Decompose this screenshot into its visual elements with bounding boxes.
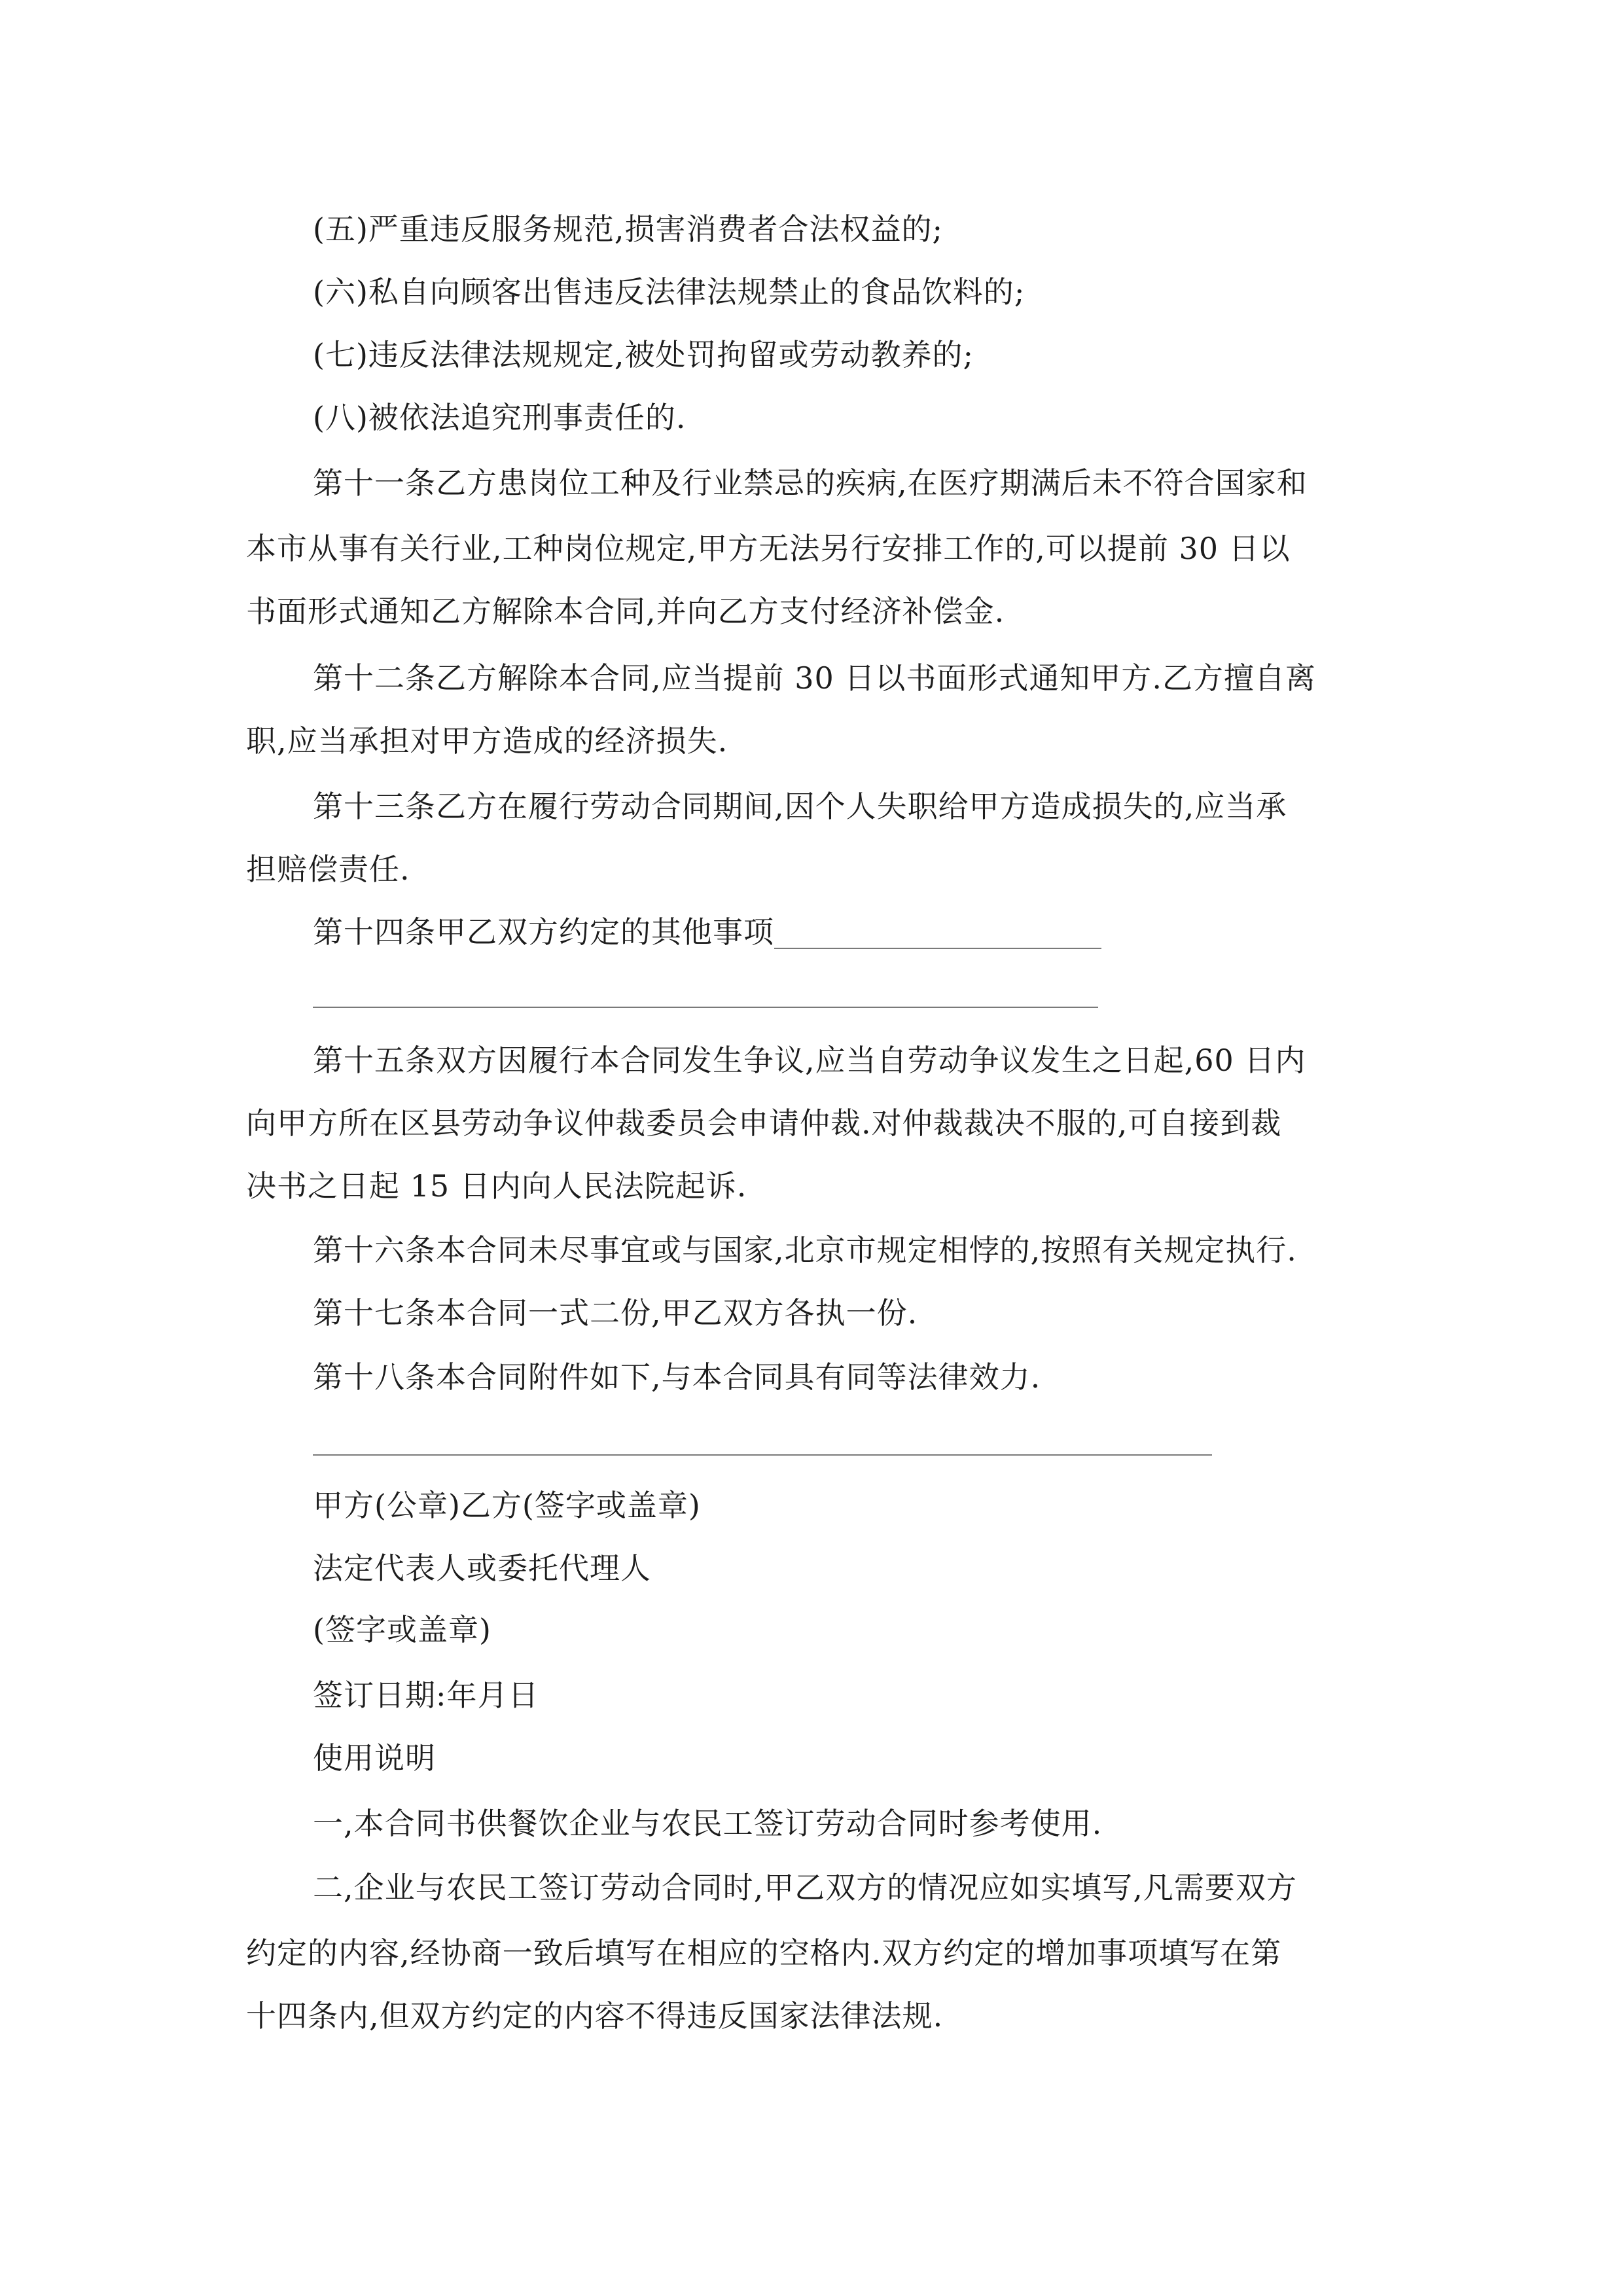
blank-line [313,1007,1098,1008]
blank-line [774,948,1101,949]
signature-parties: 甲方(公章)乙方(签字或盖章) [313,1488,701,1523]
article-11-line-3: 书面形式通知乙方解除本合同,并向乙方支付经济补偿金. [246,594,1005,629]
attachment-line [313,1454,1212,1456]
item-8: (八)被依法追究刑事责任的. [313,400,687,435]
article-14-text: 第十四条甲乙双方约定的其他事项 [313,914,774,950]
article-12-line-2: 职,应当承担对甲方造成的经济损失. [246,723,728,759]
article-15-line-1: 第十五条双方因履行本合同发生争议,应当自劳动争议发生之日起,60 日内 [313,1043,1306,1078]
article-11-line-2: 本市从事有关行业,工种岗位规定,甲方无法另行安排工作的,可以提前 30 日以 [246,531,1291,566]
signature-representative: 法定代表人或委托代理人 [313,1551,651,1586]
article-13-line-1: 第十三条乙方在履行劳动合同期间,因个人失职给甲方造成损失的,应当承 [313,789,1287,824]
item-6: (六)私自向顾客出售违反法律法规禁止的食品饮料的; [313,274,1026,310]
instructions-paragraph-1: 一,本合同书供餐饮企业与农民工签订劳动合同时参考使用. [313,1806,1103,1841]
article-17: 第十七条本合同一式二份,甲乙双方各执一份. [313,1295,918,1331]
article-14-line-1 [313,914,1101,950]
article-11-line-1: 第十一条乙方患岗位工种及行业禁忌的疾病,在医疗期满后未不符合国家和 [313,465,1308,501]
item-7: (七)违反法律法规规定,被处罚拘留或劳动教养的; [313,337,974,372]
instructions-paragraph-2-line-2: 约定的内容,经协商一致后填写在相应的空格内.双方约定的增加事项填写在第 [246,1935,1282,1971]
article-18: 第十八条本合同附件如下,与本合同具有同等法律效力. [313,1359,1041,1395]
item-5: (五)严重违反服务规范,损害消费者合法权益的; [313,211,944,247]
article-15-line-2: 向甲方所在区县劳动争议仲裁委员会申请仲裁.对仲裁裁决不服的,可自接到裁 [246,1105,1282,1141]
instructions-paragraph-2-line-1: 二,企业与农民工签订劳动合同时,甲乙双方的情况应如实填写,凡需要双方 [313,1870,1297,1905]
article-12-line-1: 第十二条乙方解除本合同,应当提前 30 日以书面形式通知甲方.乙方擅自离 [313,660,1317,696]
instructions-title: 使用说明 [313,1740,436,1776]
article-16: 第十六条本合同未尽事宜或与国家,北京市规定相悖的,按照有关规定执行. [313,1232,1297,1268]
signature-date: 签订日期:年月日 [313,1677,539,1713]
instructions-paragraph-2-line-3: 十四条内,但双方约定的内容不得违反国家法律法规. [246,1998,944,2034]
article-15-line-3: 决书之日起 15 日内向人民法院起诉. [246,1168,747,1204]
article-13-line-2: 担赔偿责任. [246,852,410,887]
signature-sign-or-seal: (签字或盖章) [313,1612,491,1647]
